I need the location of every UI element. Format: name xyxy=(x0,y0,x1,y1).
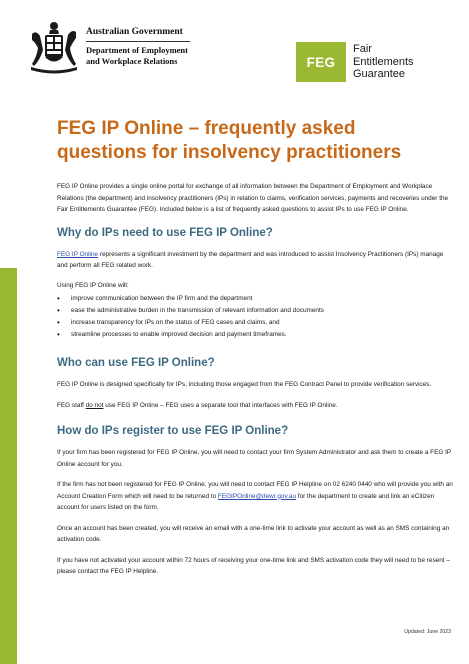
title-line-1: FEG IP Online – frequently asked xyxy=(57,118,356,139)
feg-logo-words xyxy=(353,43,414,81)
document-body xyxy=(57,181,455,578)
why-paragraph-text: represents a significant investment by the department and was introduced to assist Insolvency Practitioners (IPs) manage and perform all FEG related work. xyxy=(57,250,444,269)
gov-title: Australian Government xyxy=(86,27,183,37)
heading-who-can-use: Who can use FEG IP Online? xyxy=(57,357,215,369)
who-p2-pre: FEG staff xyxy=(57,401,86,409)
page-title xyxy=(57,117,452,165)
do-not-emphasis: do not xyxy=(85,401,104,409)
register-paragraph-4: If you have not activated your account within 72 hours of receiving your one-time link and SMS activation code they will need to be resent – please contact the FEG IP Helpline. xyxy=(57,556,450,575)
register-p2-post: for the department to create and link an eCitizen account for users listed on the form. xyxy=(57,492,435,511)
feg-word-entitlements: Entitlements xyxy=(353,55,414,68)
feg-word-guarantee: Guarantee xyxy=(353,68,405,80)
decorative-side-bar xyxy=(0,268,17,664)
register-paragraph-1: If your firm has been registered for FEG IP Online, you will need to contact your firm System Administrator and ask them to create a FEG IP Online account for you. xyxy=(57,449,452,468)
dept-line-1: Department of Employment xyxy=(86,45,188,55)
feg-word-fair: Fair xyxy=(353,43,372,55)
title-line-2: questions for insolvency practitioners xyxy=(57,142,402,163)
list-item: • ease the administrative burden in the transmission of relevant information and documents xyxy=(57,305,455,317)
using-intro: Using FEG IP Online will: xyxy=(57,281,129,289)
feg-ip-online-link[interactable]: FEG IP Online xyxy=(57,250,99,258)
heading-how-register: How do IPs register to use FEG IP Online? xyxy=(57,425,289,437)
why-paragraph xyxy=(57,249,455,272)
benefits-list xyxy=(57,293,455,341)
who-paragraph-2 xyxy=(57,400,455,412)
list-item: • increase transparency for IPs on the status of FEG cases and claims, and xyxy=(57,317,455,329)
who-p2-post: use FEG IP Online – FEG uses a separate tool that interfaces with FEG IP Online. xyxy=(103,401,338,409)
heading-why-use: Why do IPs need to use FEG IP Online? xyxy=(57,226,273,239)
feg-logo: FEG xyxy=(296,42,346,82)
register-p2-pre: If the firm has not been registered for FEG IP Online, you will need to contact FEG IP Helpline on 02 6240 0440 who will provide you with an Account Creation Form which will need to be returned to xyxy=(57,481,453,500)
intro-paragraph: FEG IP Online provides a single online portal for exchange of all information between the Department of Employment and Workplace Relations (the department) and insolvency practitioners (IPs) in relation to claims, verification services, payments and recoveries under the Fair Entitlements Guarantee (FEG). Included below is a list of frequently asked questions to assist IPs to use FEG IP Online. xyxy=(57,183,449,213)
register-paragraph-3: Once an account has been created, you will receive an email with a one-time link to activate your account as well as an SMS containing an activation code. xyxy=(57,524,450,543)
dept-line-2: and Workplace Relations xyxy=(86,56,178,66)
feg-email-link[interactable]: FEGIPOnline@dewr.gov.au xyxy=(217,492,297,500)
list-item: • improve communication between the IP firm and the department xyxy=(57,293,455,305)
updated-date: Updated: June 2023 xyxy=(404,629,451,635)
list-item: • streamline processes to enable improved decision and payment timeframes. xyxy=(57,329,455,341)
who-paragraph-1: FEG IP Online is designed specifically for IPs, including those engaged from the FEG Contract Panel to provide verification services. xyxy=(57,381,432,388)
gov-divider xyxy=(86,41,190,42)
government-branding xyxy=(86,26,256,67)
register-paragraph-2 xyxy=(57,479,455,514)
coat-of-arms-icon xyxy=(28,20,80,78)
